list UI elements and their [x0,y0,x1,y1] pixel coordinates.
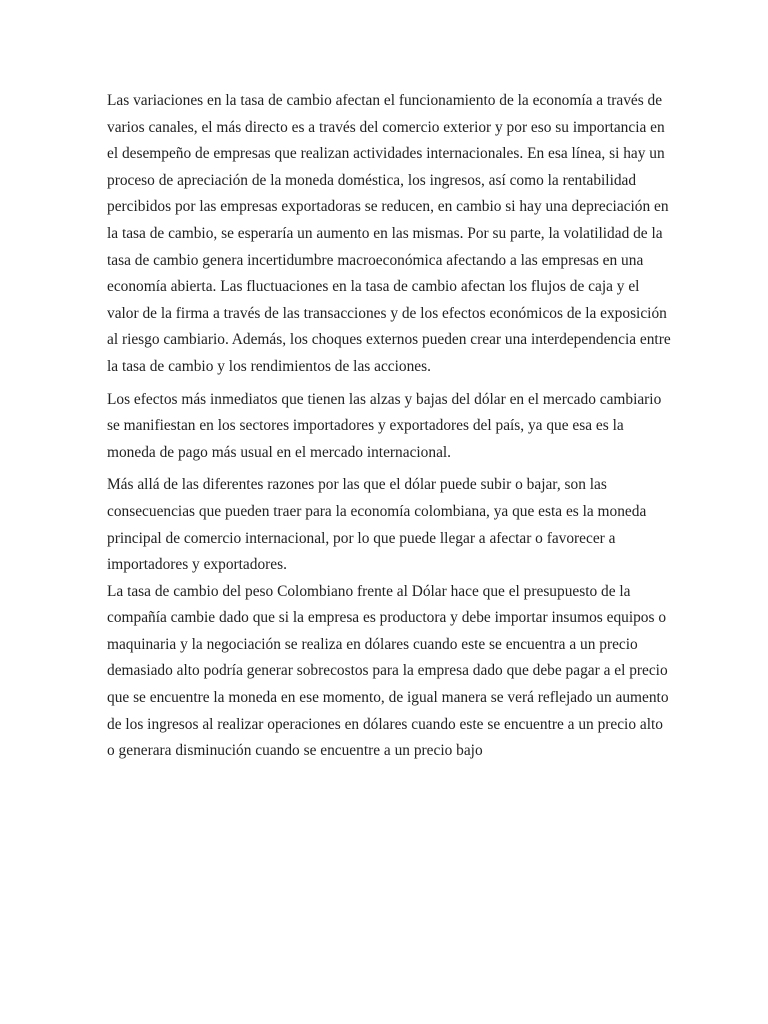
text-line: economía abierta. Las fluctuaciones en la tasa de cambio afectan los flujos de caja y el [107,278,640,296]
text-line: Las variaciones en la tasa de cambio afectan el funcionamiento de la economía a través de [107,92,663,109]
text-line: tasa de cambio genera incertidumbre macroeconómica afectando a las empresas en una [107,251,644,269]
document-body [107,88,671,765]
text-line: que se encuentre la moneda en ese momento, de igual manera se verá reflejado un aumento [107,689,669,707]
text-line: importadores y exportadores. [107,556,287,574]
text-line: de los ingresos al realizar operaciones en dólares cuando este se encuentre a un precio alto [107,715,663,733]
text-line: La tasa de cambio del peso Colombiano frente al Dólar hace que el presupuesto de la [107,582,631,600]
text-line: la tasa de cambio y los rendimientos de las acciones. [107,357,431,375]
text-line: Más allá de las diferentes razones por las que el dólar puede subir o bajar, son las [107,476,607,494]
paragraph-3 [107,472,663,578]
text-line: el desempeño de empresas que realizan actividades internacionales. En esa línea, si hay un [107,145,665,163]
text-line: al riesgo cambiario. Además, los choques externos pueden crear una interdependencia entre [107,331,671,349]
text-line: Los efectos más inmediatos que tienen las alzas y bajas del dólar en el mercado cambiario [107,390,662,408]
text-line: o generara disminución cuando se encuentre a un precio bajo [107,742,483,760]
text-line: moneda de pago más usual en el mercado internacional. [107,443,452,461]
text-line: la tasa de cambio, se esperaría un aumento en las mismas. Por su parte, la volatilidad de la [107,224,663,242]
text-line: principal de comercio internacional, por lo que puede llegar a afectar o favorecer a [107,529,616,547]
text-line: varios canales, el más directo es a través del comercio exterior y por eso su importancia en [107,118,665,136]
text-line: maquinaria y la negociación se realiza en dólares cuando este se encuentra a un precio [107,635,638,653]
text-line: se manifiestan en los sectores importadores y exportadores del país, ya que esa es la [107,417,624,435]
text-line: compañía cambie dado que si la empresa es productora y debe importar insumos equipos o [107,609,667,627]
text-line: demasiado alto podría generar sobrecostos para la empresa dado que debe pagar a el precio [107,662,668,680]
text-line: consecuencias que pueden traer para la economía colombiana, ya que esta es la moneda [107,502,647,520]
text-line: valor de la firma a través de las transacciones y de los efectos económicos de la exposición [107,304,667,322]
paragraph-1 [107,88,671,381]
text-line: percibidos por las empresas exportadoras se reducen, en cambio si hay una depreciación en [107,198,669,216]
text-line: proceso de apreciación de la moneda doméstica, los ingresos, así como la rentabilidad [107,171,637,189]
paragraph-4 [107,579,669,765]
paragraph-2 [107,387,663,467]
